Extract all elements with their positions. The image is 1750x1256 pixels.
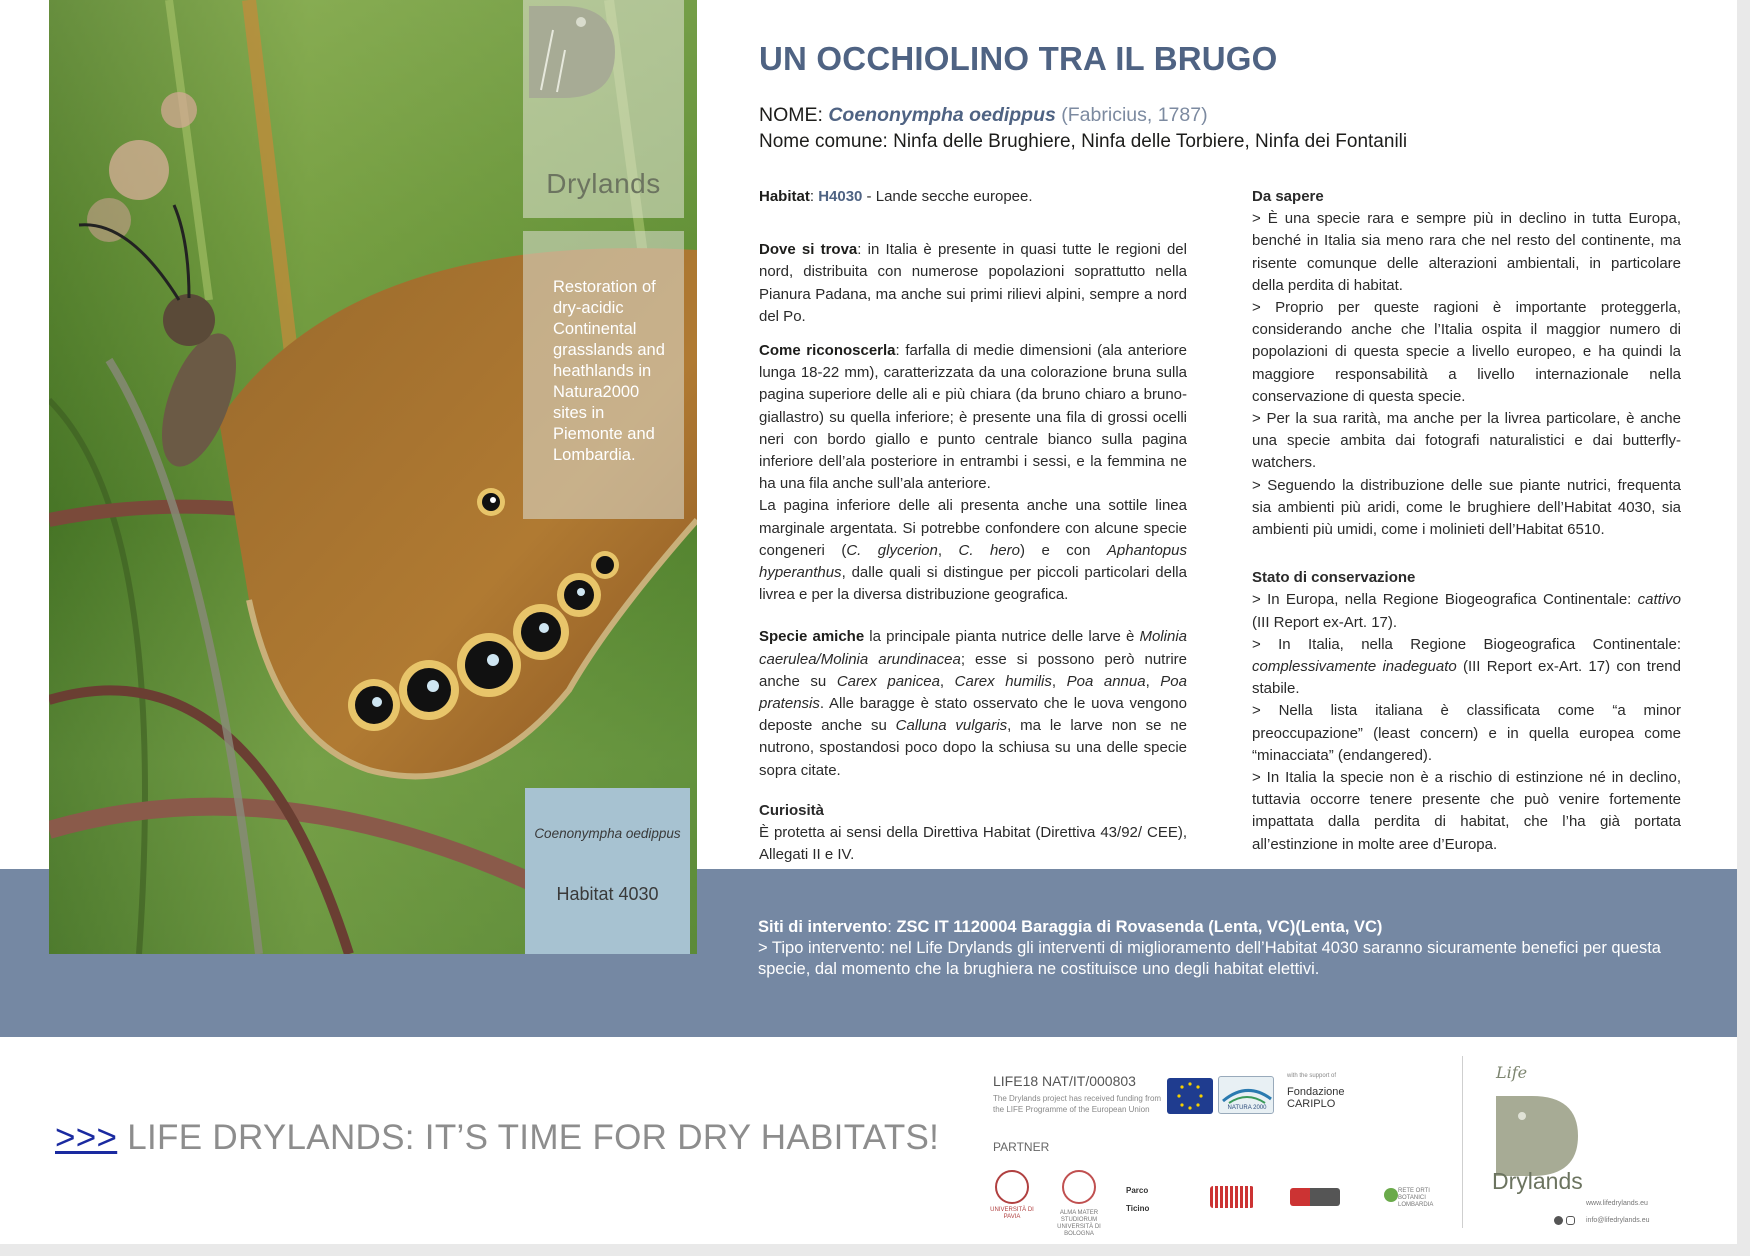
support-label: with the support of: [1287, 1073, 1337, 1079]
specie-e: ,: [1145, 672, 1161, 690]
specie-c: ,: [939, 672, 955, 690]
specie-paragraph: [759, 626, 1187, 781]
restoration-text: Restoration of dry-acidic Continental grasslands and heathlands in Natura2000 sites in Piemonte and Lombardia.: [553, 278, 665, 464]
instagram-icon[interactable]: [1566, 1216, 1575, 1225]
curiosita-text: È protetta ai sensi della Direttiva Habitat (Direttiva 43/92/ CEE), Allegati II e IV.: [759, 824, 1187, 864]
orti-botanici-text: RETE ORTI BOTANICI LOMBARDIA: [1398, 1188, 1434, 1208]
come-italic-1: C. glycerion: [846, 541, 938, 559]
life-drylands-logo-box: [523, 0, 684, 218]
footer-drylands-logo: [1492, 1056, 1612, 1186]
website-link[interactable]: www.lifedrylands.eu: [1586, 1200, 1648, 1207]
sapere-item-4: > Seguendo la distribuzione delle sue piante nutrici, frequenta sia ambienti più aridi, come le brughiere dell’Habitat 4030, sia ambienti più umidi, come i molinieti dell’Habitat 6510.: [1252, 476, 1681, 539]
life-project-code: LIFE18 NAT/IT/000803: [993, 1073, 1136, 1089]
intervention-text: [758, 917, 1688, 980]
come-italic-3: Aphantopus hyperanthus: [759, 541, 1187, 582]
sapere-label: Da sapere: [1252, 188, 1324, 205]
cariplo-line-2: CARIPLO: [1287, 1098, 1336, 1110]
facebook-icon[interactable]: [1554, 1216, 1563, 1225]
left-text-column: [759, 186, 1187, 878]
specie-it-2: Carex panicea: [836, 672, 940, 690]
dove-paragraph: [759, 239, 1187, 328]
come-text: : farfalla di medie dimensioni (ala anteriore lunga 18-22 mm), caratterizzata da una colorazione bruna sulla pagina superiore delle ali e più chiara (da bruno chiaro a bruno-giallastro) su quella inferiore; è presente una fila di grossi ocelli neri con bordo giallo e punto centrale bianco sulla pagina inferiore dell’ala posteriore in entrambi i sessi, e la femmina ne ha una fila anche sull’ala anteriore.: [759, 342, 1187, 493]
dove-text: : in Italia è presente in quasi tutte le regioni del nord, distribuita con numerose popolazioni soprattutto nella Pianura Padana, ma anche sui primi rilievi alpini, sempre a nord del Po.: [759, 241, 1187, 325]
species-name-line: [759, 104, 1208, 127]
tipo-intervento-text: > Tipo intervento: nel Life Drylands gli interventi di miglioramento dell’Habitat 4030 saranno sicuramente benefici per questa specie, dal momento che la brughiera ne costituisce uno degli habitat elettivi.: [758, 939, 1661, 978]
natura2000-text: NATURA 2000: [1227, 1105, 1267, 1111]
habitat-desc: - Lande secche europee.: [862, 188, 1033, 205]
nome-label: NOME:: [759, 104, 829, 126]
come-text2-b: ) e con: [1019, 541, 1107, 559]
species-tag-habitat: Habitat 4030: [556, 884, 659, 904]
specie-a: la principale pianta nutrice delle larve è: [864, 628, 1140, 646]
common-name-line: Nome comune: Ninfa delle Brughiere, Ninfa delle Torbiere, Ninfa dei Fontanili: [759, 131, 1408, 152]
funding-note: The Drylands project has received funding from the LIFE Programme of the European Union: [993, 1094, 1162, 1114]
email-link[interactable]: info@lifedrylands.eu: [1586, 1217, 1650, 1224]
specie-f: . Alle baragge è stato osservato che le uova vengono deposte anche su: [759, 695, 1187, 735]
cariplo-line-1: Fondazione: [1287, 1086, 1345, 1098]
stato-item-4: > In Italia la specie non è a rischio di estinzione né in declino, tuttavia occorre tenere presente che può venire fortemente impattata dalla perdita di habitat, che l’ha già portata all’estinzione in molte aree d’Europa.: [1252, 769, 1681, 853]
unibo-text: ALMA MATER STUDIORUM UNIVERSITÀ DI BOLOGNA: [1057, 1210, 1101, 1237]
parco-ticino-logo: [1126, 1180, 1164, 1213]
species-tag-box: [525, 788, 690, 954]
habitat-code: H4030: [818, 188, 863, 205]
orti-botanici-logo: [1384, 1188, 1398, 1202]
stato-item-3: > Nella lista italiana è classificata come “a minor preoccupazione” (least concern) e in quella europea come “minacciata” (endangered).: [1252, 702, 1681, 764]
stato-1a: > In Europa, nella Regione Biogeografica Continentale:: [1252, 591, 1638, 609]
stato-label: Stato di conservazione: [1252, 569, 1416, 587]
come-italic-2: C. hero: [958, 541, 1020, 559]
social-icons[interactable]: [1554, 1216, 1575, 1227]
dove-label: Dove si trova: [759, 241, 858, 259]
stato-item-1: [1252, 589, 1681, 633]
svg-text:Life: Life: [1496, 1063, 1528, 1082]
partner-logo-5: [1290, 1188, 1340, 1206]
specie-it-4: Poa annua: [1066, 672, 1146, 690]
scientific-name: Coenonympha oedippus: [828, 104, 1056, 126]
sapere-item-3: > Per la sua rarità, ma anche per la livrea particolare, è anche una specie ambita dai fotografi naturalistici e dai butterfly-watchers.: [1252, 410, 1681, 472]
eu-stars-icon: [1167, 1078, 1213, 1114]
drylands-d-icon: [523, 0, 619, 104]
specie-it-1: Molinia caerulea/Molinia arundinacea: [759, 628, 1187, 668]
butterfly-photo: [49, 0, 697, 954]
habitat-paragraph: [759, 186, 1187, 208]
footer-slogan: [55, 1118, 939, 1158]
eu-life-logo: [1167, 1078, 1213, 1114]
species-author: (Fabricius, 1787): [1055, 104, 1208, 126]
slogan-text: LIFE DRYLANDS: IT’S TIME FOR DRY HABITATS!: [117, 1118, 940, 1157]
specie-b: ; esse si possono però nutrire anche su: [759, 650, 1187, 690]
logo-name-text: Drylands: [546, 168, 661, 199]
sapere-paragraph: [1252, 186, 1681, 541]
partner-label: PARTNER: [993, 1140, 1050, 1154]
natura2000-logo: [1218, 1076, 1274, 1114]
stato-2a: > In Italia, nella Regione Biogeografica Continentale:: [1252, 635, 1681, 653]
species-tag-name: Coenonympha oedippus: [534, 826, 681, 841]
come-text2-a: La pagina inferiore delle ali presenta anche una sottile linea marginale argentata. Si potrebbe confondere con alcune specie congeneri (: [759, 497, 1187, 559]
stato-1b: (III Report ex-Art. 17).: [1252, 613, 1398, 631]
specie-label: Specie amiche: [759, 628, 865, 646]
footer-divider: [1462, 1056, 1463, 1228]
stato-2-italic: complessivamente inadeguato: [1252, 658, 1457, 676]
specie-it-5: Poa pratensis: [759, 672, 1187, 713]
parco-ticino-text: Parco Ticino: [1126, 1186, 1150, 1213]
partner-logo-4: [1210, 1186, 1254, 1208]
specie-it-3: Carex humilis: [954, 672, 1052, 690]
come-text2-c: , dalle quali si distingue per piccoli particolari della livrea e per la diversa distribuzione geografica.: [759, 564, 1187, 604]
come-label: Come riconoscerla: [759, 342, 896, 360]
slogan-arrows-link[interactable]: >>>: [55, 1118, 118, 1157]
siti-label: Siti di intervento: [758, 918, 888, 936]
habitat-sep: :: [809, 188, 819, 205]
siti-sep: :: [887, 918, 897, 936]
unipv-text: UNIVERSITÀ DI PAVIA: [990, 1207, 1034, 1220]
siti-line: [758, 917, 1688, 938]
specie-it-6: Calluna vulgaris: [895, 717, 1008, 735]
specie-g: , ma le larve non se ne nutrono, spostandosi poco dopo la schiusa su una delle specie sopra citate.: [759, 717, 1187, 779]
come-paragraph-2: [759, 495, 1187, 606]
natura2000-icon: [1219, 1077, 1275, 1107]
sapere-item-1: > È una specie rara e sempre più in declino in tutta Europa, benché in Italia sia meno rara che nel resto del continente, ma risente comunque delle alterazioni ambientali, in particolare della perdita di habitat.: [1252, 210, 1681, 294]
stato-paragraph: [1252, 567, 1681, 856]
footer-logo-name: Drylands: [1492, 1168, 1583, 1194]
stato-1-italic: cattivo: [1637, 591, 1681, 609]
unibo-logo: [1062, 1170, 1096, 1204]
specie-d: ,: [1051, 672, 1067, 690]
cariplo-logo: [1287, 1086, 1345, 1110]
stato-item-2: [1252, 634, 1681, 701]
habitat-label: Habitat: [759, 188, 810, 205]
unipv-logo: [995, 1170, 1029, 1204]
come-sep-1: ,: [937, 541, 959, 559]
restoration-box: [523, 231, 684, 519]
page-title: UN OCCHIOLINO TRA IL BRUGO: [759, 40, 1278, 77]
stato-2b: (III Report ex-Art. 17) con trend stabile.: [1252, 658, 1681, 698]
sapere-item-2: > Proprio per queste ragioni è importante proteggerla, considerando anche che l’Italia ospita il maggior numero di popolazioni di questa specie a livello europeo, e ha quindi la maggiore responsabilità a livello internazionale nella conservazione di questa specie.: [1252, 299, 1681, 405]
curiosita-paragraph: [759, 800, 1187, 867]
siti-value: ZSC IT 1120004 Baraggia di Rovasenda (Lenta, VC)(Lenta, VC): [896, 918, 1383, 936]
right-text-column: [1252, 186, 1681, 868]
come-paragraph: [759, 340, 1187, 495]
curiosita-label: Curiosità: [759, 801, 825, 819]
